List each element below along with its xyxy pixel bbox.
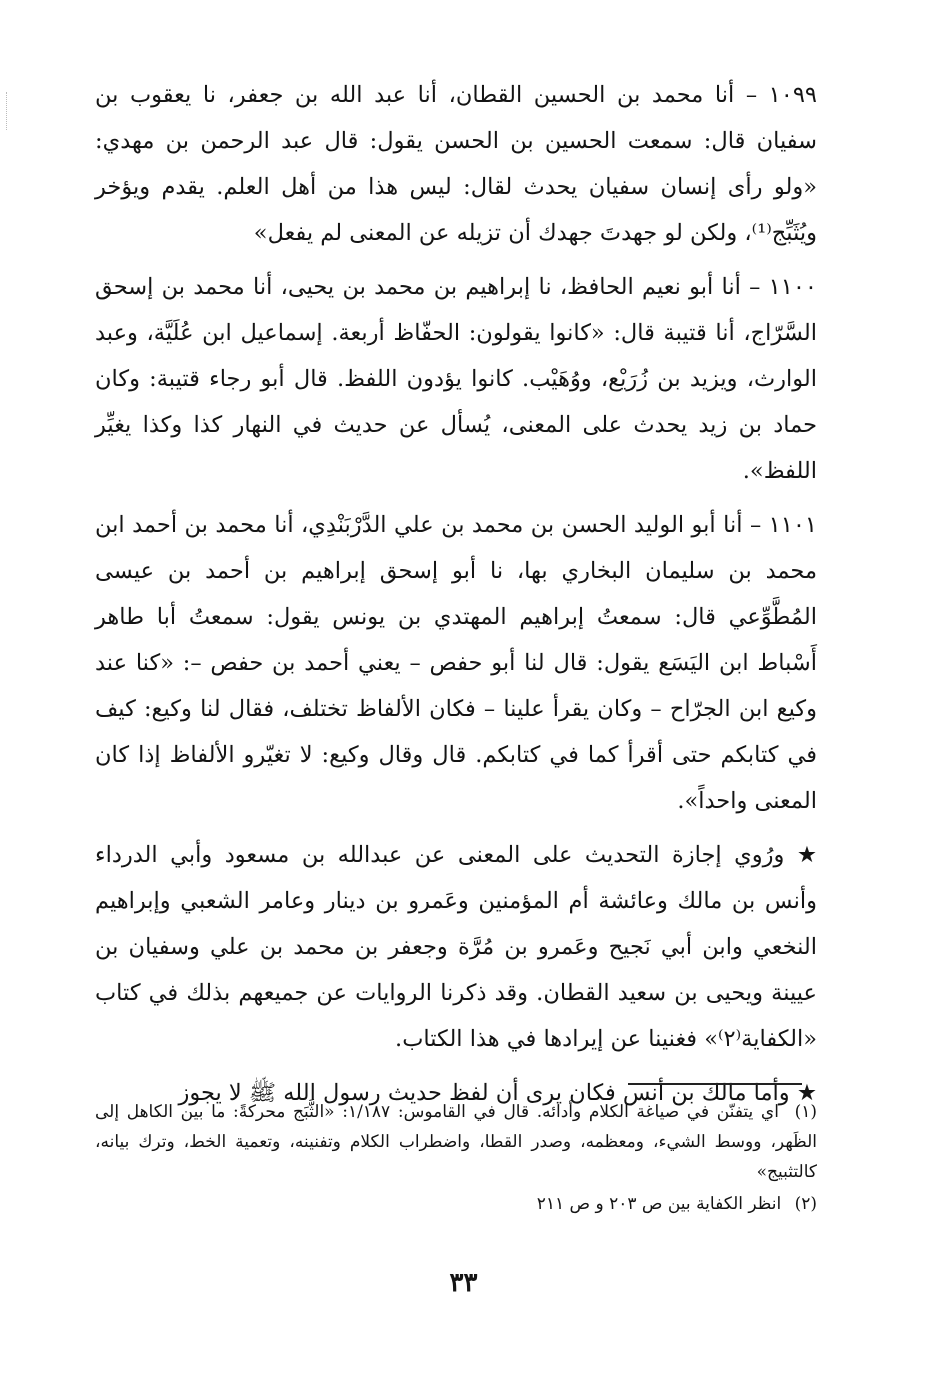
footnotes — [95, 1097, 817, 1221]
paragraph-1101: ١١٠١ – أنا أبو الوليد الحسن بن محمد بن علي الدَّرْبَنْدِي، أنا محمد بن أحمد ابن محمد بن سليمان البخاري بها، نا أبو إسحق إبراهيم بن أحمد بن عيسى المُطَّوِّعي قال: سمعتُ إبراهيم المهتدي بن يونس يقول: سمعتُ أبا طاهر أَسْباط ابن اليَسَع يقول: قال لنا أبو حفص – يعني أحمد بن حفص –: «كنا عند وكيع ابن الجرّاح – وكان يقرأ علينا – فكان الألفاظ تختلف، فقال لنا وكيع: كيف في كتابكم حتى أقرأ كما في كتابكم. قال وقال وكيع: لا تغيّرو الألفاظ إذا كان المعنى واحداً». — [95, 512, 817, 814]
footnote-number: (١) — [794, 1102, 818, 1122]
scan-edge-mark — [6, 92, 8, 130]
paragraph-1099: ١٠٩٩ – أنا محمد بن الحسين القطان، أنا عبد الله بن جعفر، نا يعقوب بن سفيان قال: سمعت الحسين بن الحسن يقول: قال عبد الرحمن بن مهدي: «ولو رأى إنسان سفيان يحدث لقال: ليس هذا من أهل العلم. يقدم ويؤخر ويُثَبِّج⁽¹⁾، ولكن لو جهدتَ جهدك أن تزيله عن المعنى لم يفعل» — [95, 82, 817, 246]
paragraph-malik: ★ وأما مالك بن أنس فكان يرى أن لفظ حديث رسول الله ﷺ لا يجوز — [178, 1080, 817, 1106]
footnote-text: اي يتفنّن في صياغة الكلام وأدائه. قال في القاموس: ١/١٨٧: «الثَّبَج محركةً: ما بين الكاهل إلى الظَهر، ووسط الشيء، ومعظمه، وصدر القطا، واضطراب الكلام وتفنينه، وتعمية الخط، وترك بيانه، كالتثبيج» — [95, 1102, 817, 1182]
footnote-1 — [95, 1097, 817, 1187]
footnote-divider — [628, 1083, 802, 1085]
page-number: ٣٣ — [449, 1268, 478, 1298]
footnote-number: (٢) — [794, 1194, 817, 1214]
paragraph-1100: ١١٠٠ – أنا أبو نعيم الحافظ، نا إبراهيم بن محمد بن يحيى، أنا محمد بن إسحق السَّرّاج، أنا قتيبة قال: «كانوا يقولون: الحفّاظ أربعة. إسماعيل ابن عُلَيَّة، وعبد الوارث، ويزيد بن زُرَيْع، ووُهَيْب. كانوا يؤدون اللفظ. قال أبو رجاء قتيبة: وكان حماد بن زيد يحدث على المعنى، يُسأل عن حديث في النهار كذا وكذا يغيِّر اللفظ». — [95, 274, 818, 484]
footnote-2 — [95, 1189, 817, 1219]
footnote-text: انظر الكفاية بين ص ٢٠٣ و ص ٢١١ — [536, 1194, 782, 1214]
main-text — [95, 72, 817, 1124]
paragraph-narration-meaning: ★ ورُوي إجازة التحديث على المعنى عن عبدالله بن مسعود وأبي الدرداء وأنس بن مالك وعائشة أم المؤمنين وعَمرو بن دينار وعامر الشعبي وإبراهيم النخعي وابن أبي نَجيح وعَمرو بن مُرَّة وجعفر بن محمد بن علي وسفيان بن عيينة ويحيى بن سعيد القطان. وقد ذكرنا الروايات عن جميعهم بذلك في كتاب «الكفاية⁽٢⁾» فغنينا عن إيرادها في هذا الكتاب. — [95, 842, 817, 1052]
